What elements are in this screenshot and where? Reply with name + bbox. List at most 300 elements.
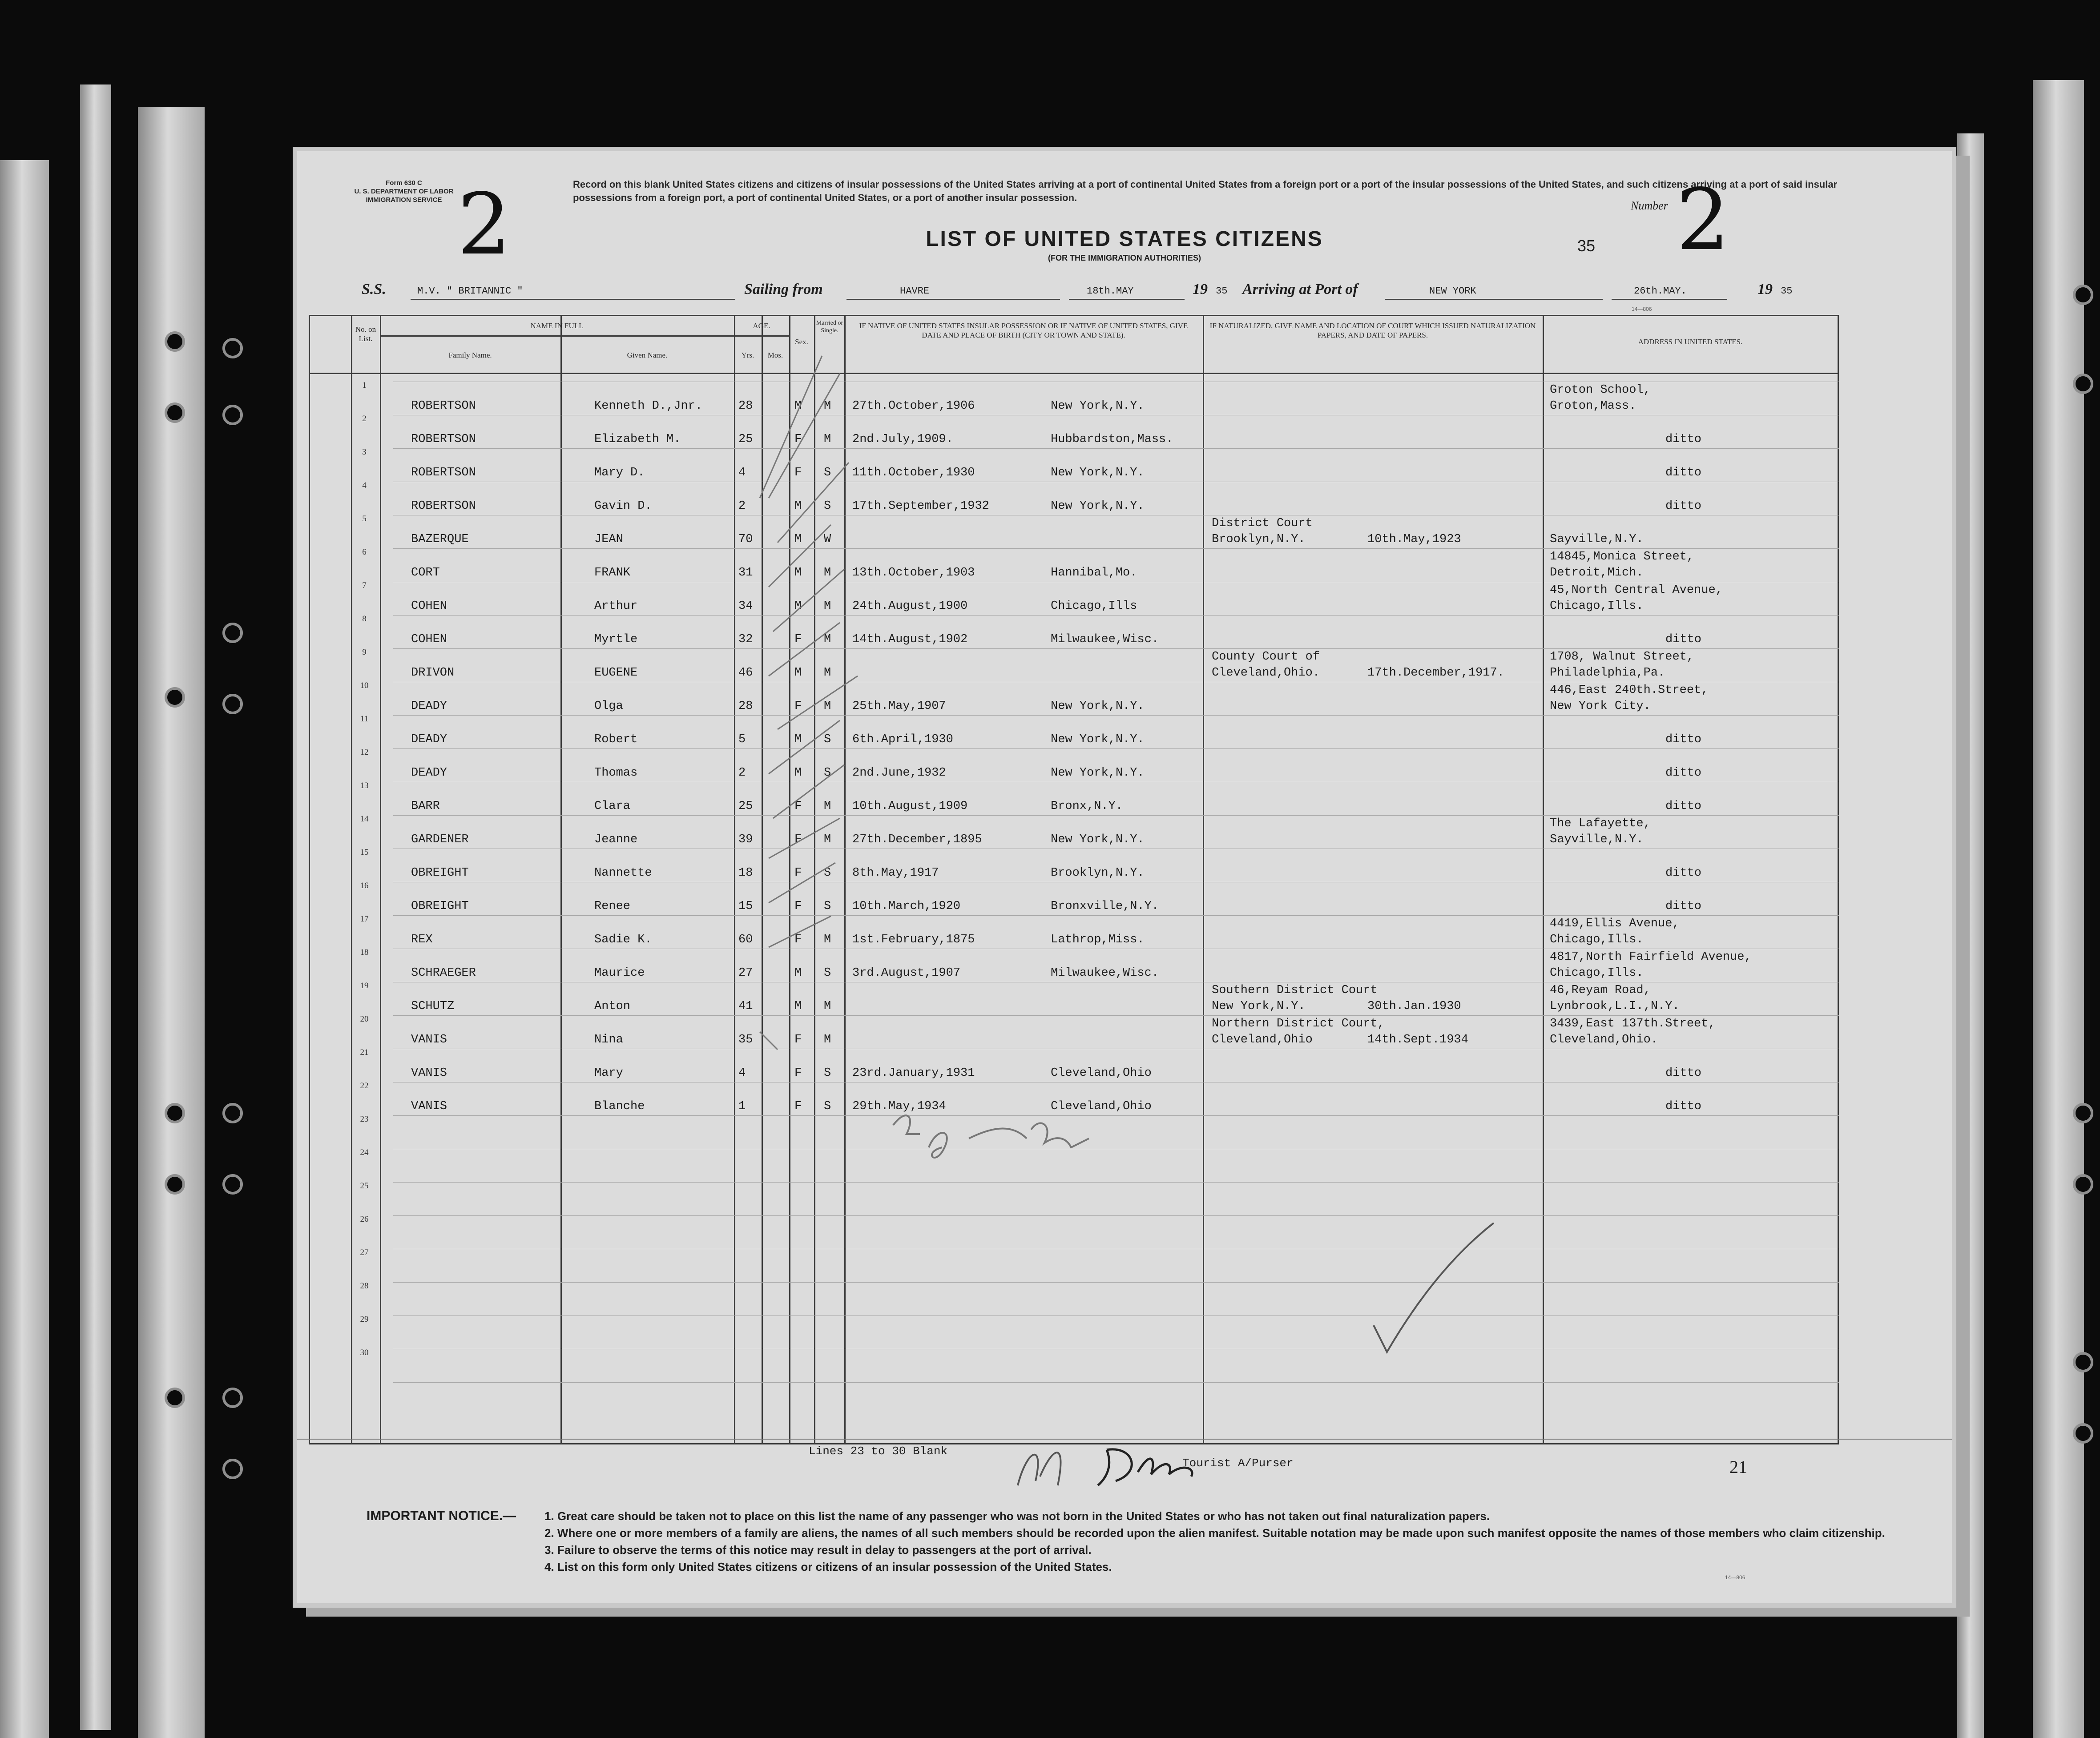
cell-given: Thomas [594,766,638,780]
cell-given: Arthur [594,599,638,613]
record-instructions: Record on this blank United States citizens and citizens of insular possessions of the United States arriving at a port of continental United States from a foreign port or a port of the insular possessions of the United States, and such citizens arriving at a port of said insular possessions from a foreign port, a port of continental United States, or a port of another insular possession. [573,179,1838,203]
cell-sex: M [794,666,802,680]
cell-family: COHEN [411,633,447,646]
header-age: AGE. [753,322,770,330]
cell-birth-date: 1st.February,1875 [852,933,975,946]
cell-birth-place: New York,N.Y. [1051,499,1145,513]
list-side-number: 35 [1577,237,1596,255]
cell-sex: M [794,1000,802,1013]
binder-hole [165,1103,185,1123]
cell-ms: M [824,633,831,646]
binder-hole [165,402,185,423]
cell-sex: F [794,833,802,846]
cell-family: GARDENER [411,833,469,846]
cell-ms: M [824,599,831,613]
line-number: 17 [360,914,369,924]
form-issuer-block [342,179,466,204]
print-code-bottom: 14—806 [1725,1574,1745,1581]
checkmark-mark [1365,1219,1498,1361]
cell-yrs: 5 [738,733,746,746]
line-number: 15 [360,848,369,857]
notice-item: 3. Failure to observe the terms of this notice may result in delay to passengers at the port of arrival. [544,1543,1092,1557]
cell-given: Renee [594,900,631,913]
cell-nat-location: New York,N.Y. [1212,1000,1306,1013]
cell-yrs: 18 [738,866,753,880]
cell-birth-date: 2nd.July,1909. [852,433,953,446]
cell-address-line1: ditto [1665,800,1702,813]
ruled-line [393,715,1839,716]
cell-given: FRANK [594,566,631,579]
departure-port-underline [846,299,1060,300]
cell-sex: M [794,766,802,780]
cell-given: Clara [594,800,631,813]
header-years: Yrs. [741,351,754,359]
cell-address-line2: Groton,Mass. [1550,399,1636,413]
cell-yrs: 2 [738,499,746,513]
binder-hole [165,331,185,352]
col-divider-3 [560,315,562,1444]
arrival-year-prefix: 19 [1757,281,1773,298]
cell-ms: M [824,833,831,846]
binder-strip-left-inner [138,107,205,1738]
cell-sex: F [794,1066,802,1080]
col-divider-4 [734,315,735,1444]
line-number: 13 [360,781,369,790]
header-address: ADDRESS IN UNITED STATES. [1638,338,1743,346]
col-divider-2 [380,315,381,1444]
ruled-line [393,1215,1839,1216]
line-number: 12 [360,748,369,757]
line-number: 1 [362,381,367,390]
number-label: Number [1631,199,1668,212]
binder-hole [222,694,243,714]
cell-address-line1: ditto [1665,466,1702,479]
cell-yrs: 70 [738,533,753,546]
cell-nat-location: Brooklyn,N.Y. [1212,533,1306,546]
col-divider-11 [1838,315,1839,1444]
col-divider-10 [1543,315,1544,1444]
sailing-from-label: Sailing from [744,281,823,298]
cell-ms: S [824,499,831,513]
cell-family: REX [411,933,433,946]
cell-family: BARR [411,800,440,813]
line-number: 22 [360,1081,369,1090]
cell-address-line1: 4419,Ellis Avenue, [1550,917,1680,930]
ruled-line [393,548,1839,549]
cell-yrs: 25 [738,433,753,446]
header-name-in-full: NAME IN FULL [530,322,584,330]
print-code-top: 14—806 [1632,306,1652,312]
col-divider-0 [309,315,310,1444]
header-sex: Sex. [795,338,808,346]
cell-ms: S [824,966,831,980]
cell-family: DEADY [411,766,447,780]
cell-given: Sadie K. [594,933,652,946]
cell-ms: S [824,733,831,746]
cell-family: VANIS [411,1066,447,1080]
cell-family: ROBERTSON [411,499,476,513]
col-divider-1 [351,315,352,1444]
cell-family: BAZERQUE [411,533,469,546]
line-number: 3 [362,447,367,457]
cell-sex: F [794,933,802,946]
cell-birth-date: 29th.May,1934 [852,1100,946,1113]
cell-sex: F [794,900,802,913]
cell-nat-court: Southern District Court [1212,984,1378,997]
departure-year-prefix: 19 [1193,281,1208,298]
cell-address-line1: ditto [1665,433,1702,446]
cell-address-line1: ditto [1665,900,1702,913]
cell-ms: M [824,800,831,813]
blank-line-number: 25 [360,1181,369,1191]
cell-sex: M [794,499,802,513]
binder-hole [222,1174,243,1195]
cell-birth-date: 27th.December,1895 [852,833,982,846]
cell-yrs: 25 [738,800,753,813]
cell-ms: M [824,1000,831,1013]
cell-birth-place: Bronxville,N.Y. [1051,900,1159,913]
cell-birth-date: 2nd.June,1932 [852,766,946,780]
blank-lines-note: Lines 23 to 30 Blank [809,1444,948,1458]
cell-address-line1: 46,Reyam Road, [1550,984,1651,997]
line-number: 6 [362,547,367,557]
cell-address-line1: ditto [1665,866,1702,880]
cell-family: ROBERTSON [411,433,476,446]
cell-sex: M [794,399,802,413]
page-subtitle: (FOR THE IMMIGRATION AUTHORITIES) [1048,253,1201,262]
header-naturalized: IF NATURALIZED, GIVE NAME AND LOCATION OF COURT WHICH ISSUED NATURALIZATION PAPERS, AND DATE OF PAPERS. [1209,322,1536,339]
cell-yrs: 27 [738,966,753,980]
cell-given: Elizabeth M. [594,433,681,446]
cell-given: Myrtle [594,633,638,646]
cell-address-line2: Chicago,Ills. [1550,933,1644,946]
cell-family: VANIS [411,1033,447,1046]
departure-port: HAVRE [900,286,930,297]
departure-year: 35 [1216,286,1228,297]
cell-address-line1: ditto [1665,1100,1702,1113]
cell-sex: F [794,1100,802,1113]
table-top-rule [309,315,1839,316]
cell-address-line1: ditto [1665,499,1702,513]
cell-address-line2: Detroit,Mich. [1550,566,1644,579]
line-number: 8 [362,614,367,624]
cell-yrs: 39 [738,833,753,846]
cell-yrs: 41 [738,1000,753,1013]
line-number: 4 [362,481,367,490]
binder-strip-right [2033,80,2084,1738]
cell-yrs: 1 [738,1100,746,1113]
arrival-port-underline [1385,299,1603,300]
cell-given: Mary D. [594,466,645,479]
page-title: LIST OF UNITED STATES CITIZENS [926,227,1323,251]
cell-sex: M [794,966,802,980]
cell-ms: M [824,399,831,413]
table-header-rule [309,373,1839,374]
cell-sex: F [794,700,802,713]
cell-yrs: 28 [738,399,753,413]
line-number: 9 [362,648,367,657]
cell-ms: S [824,766,831,780]
cell-ms: W [824,533,831,546]
cell-given: Olga [594,700,623,713]
cell-ms: M [824,700,831,713]
cell-sex: F [794,633,802,646]
cell-nat-date: 10th.May,1923 [1367,533,1461,546]
tally-marks [742,338,875,1072]
header-married-single: Married or Single. [816,320,843,334]
cell-nat-date: 17th.December,1917. [1367,666,1504,680]
cell-address-line1: The Lafayette, [1550,817,1651,830]
cell-family: COHEN [411,599,447,613]
cell-ms: M [824,433,831,446]
line-number: 2 [362,414,367,423]
cell-nat-location: Cleveland,Ohio. [1212,666,1320,680]
blank-line-number: 23 [360,1114,369,1124]
cell-yrs: 4 [738,466,746,479]
cell-address-line1: 446,East 240th.Street, [1550,684,1709,697]
notice-item: 2. Where one or more members of a family are aliens, the names of all such members should be recorded upon the alien manifest. Suitable notation may be made upon such manifest opposite the names of those members who claim citizenship. [544,1526,1885,1540]
departure-date-underline [1069,299,1185,300]
ss-label: S.S. [362,281,386,298]
binder-strip-left [80,84,111,1730]
cell-birth-date: 8th.May,1917 [852,866,939,880]
cell-yrs: 46 [738,666,753,680]
cell-birth-date: 14th.August,1902 [852,633,968,646]
cell-nat-location: Cleveland,Ohio [1212,1033,1313,1046]
cell-sex: F [794,466,802,479]
list-number-left: 2 [457,175,511,274]
cell-sex: M [794,533,802,546]
blank-line-number: 27 [360,1248,369,1257]
ruled-line [393,1382,1839,1383]
service-name: IMMIGRATION SERVICE [366,196,442,204]
cell-birth-date: 3rd.August,1907 [852,966,961,980]
cell-family: DEADY [411,733,447,746]
blank-line-number: 29 [360,1315,369,1324]
voyage-line [362,281,1936,301]
cell-ms: M [824,566,831,579]
cell-birth-place: Milwaukee,Wisc. [1051,966,1159,980]
header-native: IF NATIVE OF UNITED STATES INSULAR POSSESSION OR IF NATIVE OF UNITED STATES, GIVE DATE AND PLACE OF BIRTH (CITY OR TOWN AND STATE). [859,322,1188,339]
cell-family: DRIVON [411,666,455,680]
ship-name: M.V. " BRITANNIC " [417,286,523,297]
cell-birth-place: Cleveland,Ohio [1051,1100,1152,1113]
line-number: 5 [362,514,367,523]
cell-ms: M [824,666,831,680]
cell-address-line2: Cleveland,Ohio. [1550,1033,1658,1046]
ruled-line [393,448,1839,449]
line-number: 20 [360,1014,369,1024]
binder-hole [165,1388,185,1408]
cell-given: Mary [594,1066,623,1080]
cell-nat-court: County Court of [1212,650,1320,664]
cell-given: Anton [594,1000,631,1013]
blank-line-number: 30 [360,1348,369,1357]
arrival-port: NEW YORK [1429,286,1476,297]
cell-given: Gavin D. [594,499,652,513]
cell-address-line1: 45,North Central Avenue, [1550,583,1723,597]
cell-yrs: 34 [738,599,753,613]
cell-ms: S [824,466,831,479]
binder-hole [2073,1103,2093,1123]
ruled-line [393,1282,1839,1283]
passenger-table [309,315,1839,1444]
blank-line-number: 28 [360,1281,369,1291]
cell-birth-place: Chicago,Ills [1051,599,1137,613]
cell-address-line1: 14845,Monica Street, [1550,550,1694,563]
cell-family: DEADY [411,700,447,713]
cell-birth-place: Hannibal,Mo. [1051,566,1137,579]
cell-ms: M [824,933,831,946]
blank-line-number: 26 [360,1215,369,1224]
binder-hole [2073,374,2093,394]
cell-address-line1: ditto [1665,733,1702,746]
cell-birth-place: Brooklyn,N.Y. [1051,866,1145,880]
cell-family: ROBERTSON [411,466,476,479]
department-name: U. S. DEPARTMENT OF LABOR [354,188,454,195]
cell-given: Nina [594,1033,623,1046]
cell-address-line1: 1708, Walnut Street, [1550,650,1694,664]
line-number: 19 [360,981,369,990]
cell-address-line2: Philadelphia,Pa. [1550,666,1665,680]
cell-given: Blanche [594,1100,645,1113]
cell-given: Jeanne [594,833,638,846]
cell-sex: M [794,599,802,613]
cell-given: Robert [594,733,638,746]
cell-ms: M [824,1033,831,1046]
blank-line-number: 24 [360,1148,369,1157]
cell-birth-place: New York,N.Y. [1051,733,1145,746]
header-family-name: Family Name. [448,351,492,359]
cell-yrs: 31 [738,566,753,579]
ruled-line [393,648,1839,649]
cell-given: Kenneth D.,Jnr. [594,399,703,413]
manifest-page [297,151,1952,1603]
name-subheader-rule [380,335,734,337]
cell-ms: S [824,866,831,880]
binder-hole [222,1388,243,1408]
cell-sex: M [794,566,802,579]
col-divider-9 [1203,315,1204,1444]
cell-birth-place: New York,N.Y. [1051,466,1145,479]
arrival-date-underline [1612,299,1727,300]
notice-item: 4. List on this form only United States citizens or citizens of an insular possession of the United States. [544,1560,1112,1573]
cell-ms: S [824,900,831,913]
binder-hole [2073,285,2093,305]
cell-address-line2: Chicago,Ills. [1550,599,1644,613]
ruled-line [393,1182,1839,1183]
ruled-line [393,748,1839,749]
ruled-line [393,615,1839,616]
cell-birth-date: 11th.October,1930 [852,466,975,479]
ruled-line [393,1115,1839,1116]
cell-sex: F [794,433,802,446]
cell-birth-place: Lathrop,Miss. [1051,933,1145,946]
line-number: 7 [362,581,367,590]
cell-birth-date: 23rd.January,1931 [852,1066,975,1080]
cell-address-line2: Lynbrook,L.I.,N.Y. [1550,1000,1680,1013]
cell-birth-date: 13th.October,1903 [852,566,975,579]
cell-address-line2: New York City. [1550,700,1651,713]
cell-yrs: 2 [738,766,746,780]
cell-birth-place: New York,N.Y. [1051,766,1145,780]
handwritten-annotation [880,1098,1111,1179]
cell-family: OBREIGHT [411,866,469,880]
signer-title: Tourist A/Purser [1182,1456,1294,1470]
form-number: Form 630 C [386,179,422,187]
binder-hole [222,623,243,643]
header-no-on-list: No. on List. [355,325,376,343]
cell-yrs: 32 [738,633,753,646]
cell-ms: S [824,1066,831,1080]
notice-items [544,1508,1915,1575]
cell-given: JEAN [594,533,623,546]
cell-given: EUGENE [594,666,638,680]
notice-heading: IMPORTANT NOTICE.— [367,1509,516,1523]
cell-address-line1: 3439,East 137th.Street, [1550,1017,1716,1030]
cell-nat-date: 30th.Jan.1930 [1367,1000,1461,1013]
cell-address-line1: ditto [1665,633,1702,646]
cell-nat-date: 14th.Sept.1934 [1367,1033,1468,1046]
page-number: 21 [1729,1457,1747,1477]
age-subheader-rule [734,335,789,337]
line-number: 10 [360,681,369,690]
cell-given: Maurice [594,966,645,980]
cell-yrs: 28 [738,700,753,713]
cell-birth-place: Milwaukee,Wisc. [1051,633,1159,646]
cell-nat-court: Northern District Court, [1212,1017,1385,1030]
cell-yrs: 15 [738,900,753,913]
cell-address-line1: ditto [1665,1066,1702,1080]
cell-birth-place: Bronx,N.Y. [1051,800,1123,813]
ruled-line [393,1015,1839,1016]
cell-sex: F [794,1033,802,1046]
ship-underline [411,299,735,300]
cell-given: Nannette [594,866,652,880]
cell-birth-place: Hubbardston,Mass. [1051,433,1173,446]
cell-birth-date: 10th.August,1909 [852,800,968,813]
cell-nat-court: District Court [1212,517,1313,530]
cell-birth-date: 24th.August,1900 [852,599,968,613]
cell-family: OBREIGHT [411,900,469,913]
binder-hole [2073,1352,2093,1372]
binder-hole [222,1459,243,1479]
binder-strip-left-outer [0,160,49,1738]
ruled-line [393,915,1839,916]
binder-hole [165,687,185,708]
cell-family: CORT [411,566,440,579]
header-given-name: Given Name. [627,351,668,359]
line-number: 16 [360,881,369,890]
cell-birth-place: New York,N.Y. [1051,833,1145,846]
notice-item: 1. Great care should be taken not to place on this list the name of any passenger who was not born in the United States or who has not taken out final naturalization papers. [544,1509,1490,1523]
cell-ms: S [824,1100,831,1113]
cell-birth-date: 27th.October,1906 [852,399,975,413]
cell-yrs: 35 [738,1033,753,1046]
cell-yrs: 60 [738,933,753,946]
cell-sex: F [794,866,802,880]
cell-address-line1: ditto [1665,766,1702,780]
header-months: Mos. [767,351,783,359]
cell-birth-place: Cleveland,Ohio [1051,1066,1152,1080]
cell-birth-date: 6th.April,1930 [852,733,953,746]
list-number-right: 2 [1676,171,1730,269]
cell-address-line2: Chicago,Ills. [1550,966,1644,980]
binder-hole [222,338,243,358]
arrival-date: 26th.MAY. [1634,286,1687,297]
cell-sex: F [794,800,802,813]
binder-strip-right-inner [1957,133,1984,1738]
